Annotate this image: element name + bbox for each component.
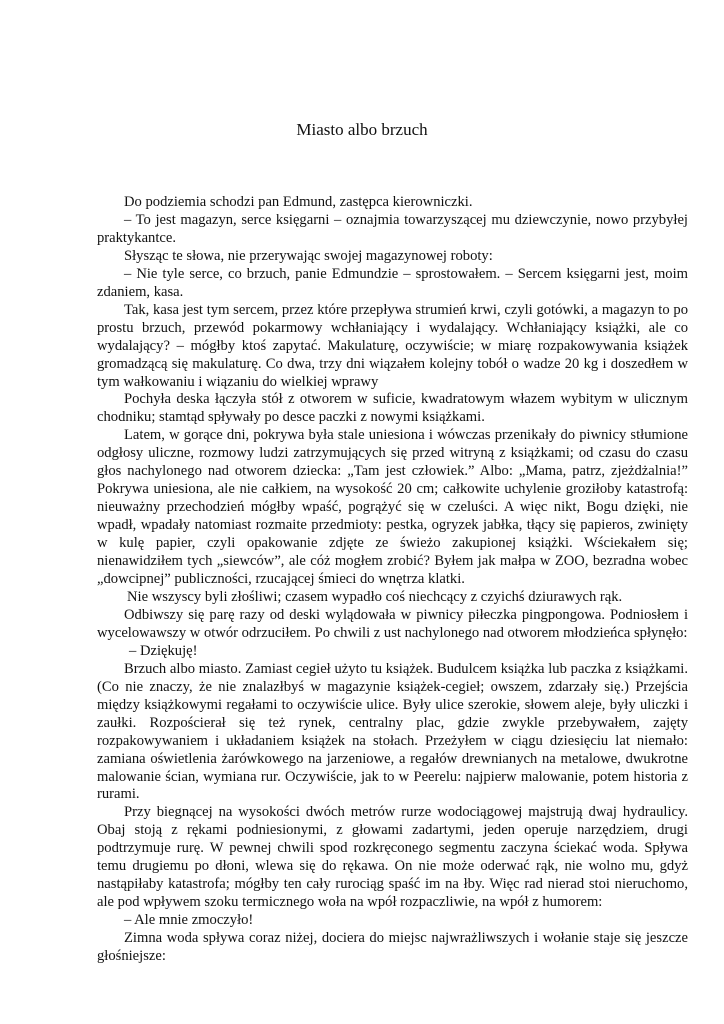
paragraph: Tak, kasa jest tym sercem, przez które przepływa strumień krwi, czyli gotówki, a magazyn to po prostu brzuch, przewód pokarmowy wchłaniający i wydalający. Wchłaniający książki, ale co wydalający? – mógłby ktoś zapytać. Makulaturę, oczywiście; w miarę rozpakowywania książek gromadzącą się makulaturę. Co dwa, trzy dni wiązałem kolejny tobół o wadze 20 kg i doszedłem w tym wałkowaniu i wiązaniu do wielkiej wprawy [97,301,688,390]
paragraph: – To jest magazyn, serce księgarni – oznajmia towarzyszącej mu dziewczynie, nowo przybyłej praktykantce. [97,211,688,246]
paragraph: Odbiwszy się parę razy od deski wylądowała w piwnicy piłeczka pingpongowa. Podniosłem i wycelowawszy w otwór odrzuciłem. Po chwili z ust nachylonego nad otworem młodzieńca spłynęło: [97,606,688,641]
paragraph: Przy biegnącej na wysokości dwóch metrów rurze wodociągowej majstrują dwaj hydraulicy. Obaj stoją z rękami podniesionymi, z głowami zadartymi, jeden operuje narzędziem, drugi podtrzymuje rurę. W pewnej chwili spod rozkręconego segmentu zaczyna ściekać woda. Spływa temu drugiemu po dłoni, wlewa się do rękawa. On nie może oderwać rąk, nie wolno mu, gdyż nastąpiłaby katastrofa; mógłby ten cały rurociąg spaść im na łby. Więc rad nierad stoi nieruchomo, ale pod wpływem szoku termicznego woła na wpół rozpaczliwie, na wpół z humorem: [97,804,688,911]
document-body [97,194,688,966]
paragraph: – Nie tyle serce, co brzuch, panie Edmundzie – sprostowałem. – Sercem księgarni jest, moim zdaniem, kasa. [97,265,688,300]
paragraph: Latem, w gorące dni, pokrywa była stale uniesiona i wówczas przenikały do piwnicy stłumione odgłosy uliczne, rozmowy ludzi zatrzymujących się przed witryną z książkami; od czasu do czasu głos nachylonego nad otworem dziecka: „Tam jest człowiek.” Albo: „Mama, patrz, zjeżdżalnia!” Pokrywa uniesiona, ale nie całkiem, na wysokość 20 cm; całkowite uchylenie groziłoby katastrofą: nieuważny przechodzień mógłby wpaść, pogrążyć się w czeluści. A więc nikt, Bogu dzięki, nie wpadł, wpadały natomiast rozmaite przedmioty: pestka, ogryzek jabłka, tłący się papieros, zwinięty w kulę papier, czyli opakowanie zdjęte ze świeżo zakupionej książki. Wściekałem się; nienawidziłem tych „siewców”, ale cóż mogłem zrobić? Byłem jak małpa w ZOO, bezradna wobec „dowcipnej” publiczności, rzucającej śmieci do wnętrza klatki. [97,427,688,588]
paragraph: Nie wszyscy byli złośliwi; czasem wypadło coś niechcący z czyichś dziurawych rąk. [127,588,623,605]
paragraph: Brzuch albo miasto. Zamiast cegieł użyto tu książek. Budulcem książka lub paczka z książkami. (Co nie znaczy, że nie znalazłbyś w magazynie książek-cegieł; owszem, zdarzały się.) Przejścia między książkowymi regałami to oczywiście ulice. Były ulice szerokie, słowem aleje, były uliczki i zaułki. Rozpościerał się też rynek, centralny plac, gdzie zwykle przebywałem, zajęty rozpakowywaniem i układaniem książek na stołach. Przeżyłem w ciągu dziesięciu lat niemało: zamiana oświetlenia żarówkowego na jarzeniowe, a regałów drewnianych na metalowe, dwukrotne malowanie ścian, wymiana rur. Oczywiście, jak to w Peerelu: najpierw malowanie, potem historia z rurami. [97,660,688,803]
paragraph: Zimna woda spływa coraz niżej, dociera do miejsc najwrażliwszych i wołanie staje się jeszcze głośniejsze: [97,930,688,965]
paragraph: Do podziemia schodzi pan Edmund, zastępca kierowniczki. [124,194,473,210]
paragraph: Słysząc te słowa, nie przerywając swojej magazynowej roboty: [124,247,493,264]
paragraph: – Ale mnie zmoczyło! [124,912,254,929]
paragraph: Pochyła deska łączyła stół z otworem w suficie, kwadratowym włazem wybitym w ulicznym chodniku; stamtąd spływały po desce paczki z nowymi książkami. [97,391,688,426]
page-title: Miasto albo brzuch [296,120,428,139]
paragraph: – Dziękuję! [129,642,198,659]
